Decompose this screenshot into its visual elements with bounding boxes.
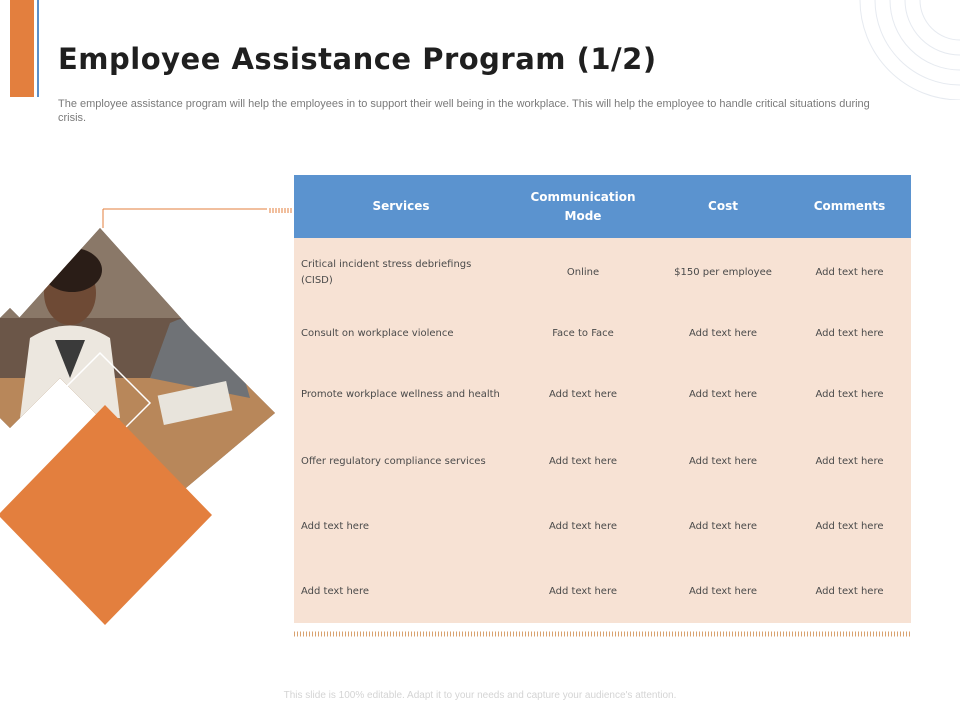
mode-cell: Face to Face — [552, 328, 614, 339]
table-row — [294, 561, 911, 623]
table-bottom-dashes — [294, 630, 911, 638]
header-services: Services — [372, 199, 430, 213]
comments-cell: Add text here — [815, 267, 884, 278]
table-row — [294, 238, 911, 308]
mode-cell: Add text here — [549, 455, 617, 467]
mode-cell: Add text here — [549, 389, 617, 400]
table-row — [294, 308, 911, 360]
service-cell: Add text here — [301, 586, 369, 597]
cost-cell: Add text here — [689, 586, 757, 597]
orange-diamond — [0, 400, 220, 630]
table-row — [294, 430, 911, 493]
header-comments: Comments — [813, 199, 886, 213]
cost-cell: Add text here — [689, 328, 757, 339]
table-row — [294, 493, 911, 561]
services-table-container — [294, 175, 911, 623]
cost-cell: Add text here — [689, 389, 757, 400]
accent-line — [37, 0, 39, 97]
services-table — [294, 175, 911, 623]
service-cell: Critical incident stress debriefings (CISD) — [301, 259, 472, 286]
cost-cell: Add text here — [689, 455, 757, 467]
page-title: Employee Assistance Program (1/2) — [58, 42, 657, 76]
service-cell: Offer regulatory compliance services — [301, 455, 486, 467]
connector-line — [102, 208, 294, 228]
header-communication-mode: Communication Mode — [530, 189, 636, 223]
service-cell: Consult on workplace violence — [301, 328, 454, 339]
footer-note: This slide is 100% editable. Adapt it to your needs and capture your audience's attention. — [283, 690, 677, 701]
table-header-row — [294, 175, 911, 238]
table-row — [294, 360, 911, 430]
decorative-arcs — [850, 0, 960, 100]
cost-cell: Add text here — [689, 521, 757, 532]
comments-cell: Add text here — [815, 328, 884, 339]
page-subtitle: The employee assistance program will help the employees in to support their well being in the workplace. This will help the employee to handle critical situations during crisis. — [58, 98, 870, 124]
service-cell: Add text here — [301, 521, 369, 532]
comments-cell: Add text here — [815, 389, 884, 400]
accent-bar — [10, 0, 34, 97]
mode-cell: Add text here — [549, 521, 617, 532]
cost-cell: $150 per employee — [674, 267, 772, 278]
comments-cell: Add text here — [815, 586, 884, 597]
comments-cell: Add text here — [815, 521, 884, 532]
header-cost: Cost — [708, 199, 738, 213]
mode-cell: Online — [566, 267, 600, 278]
comments-cell: Add text here — [815, 455, 884, 467]
service-cell: Promote workplace wellness and health — [301, 389, 500, 400]
mode-cell: Add text here — [549, 586, 617, 597]
